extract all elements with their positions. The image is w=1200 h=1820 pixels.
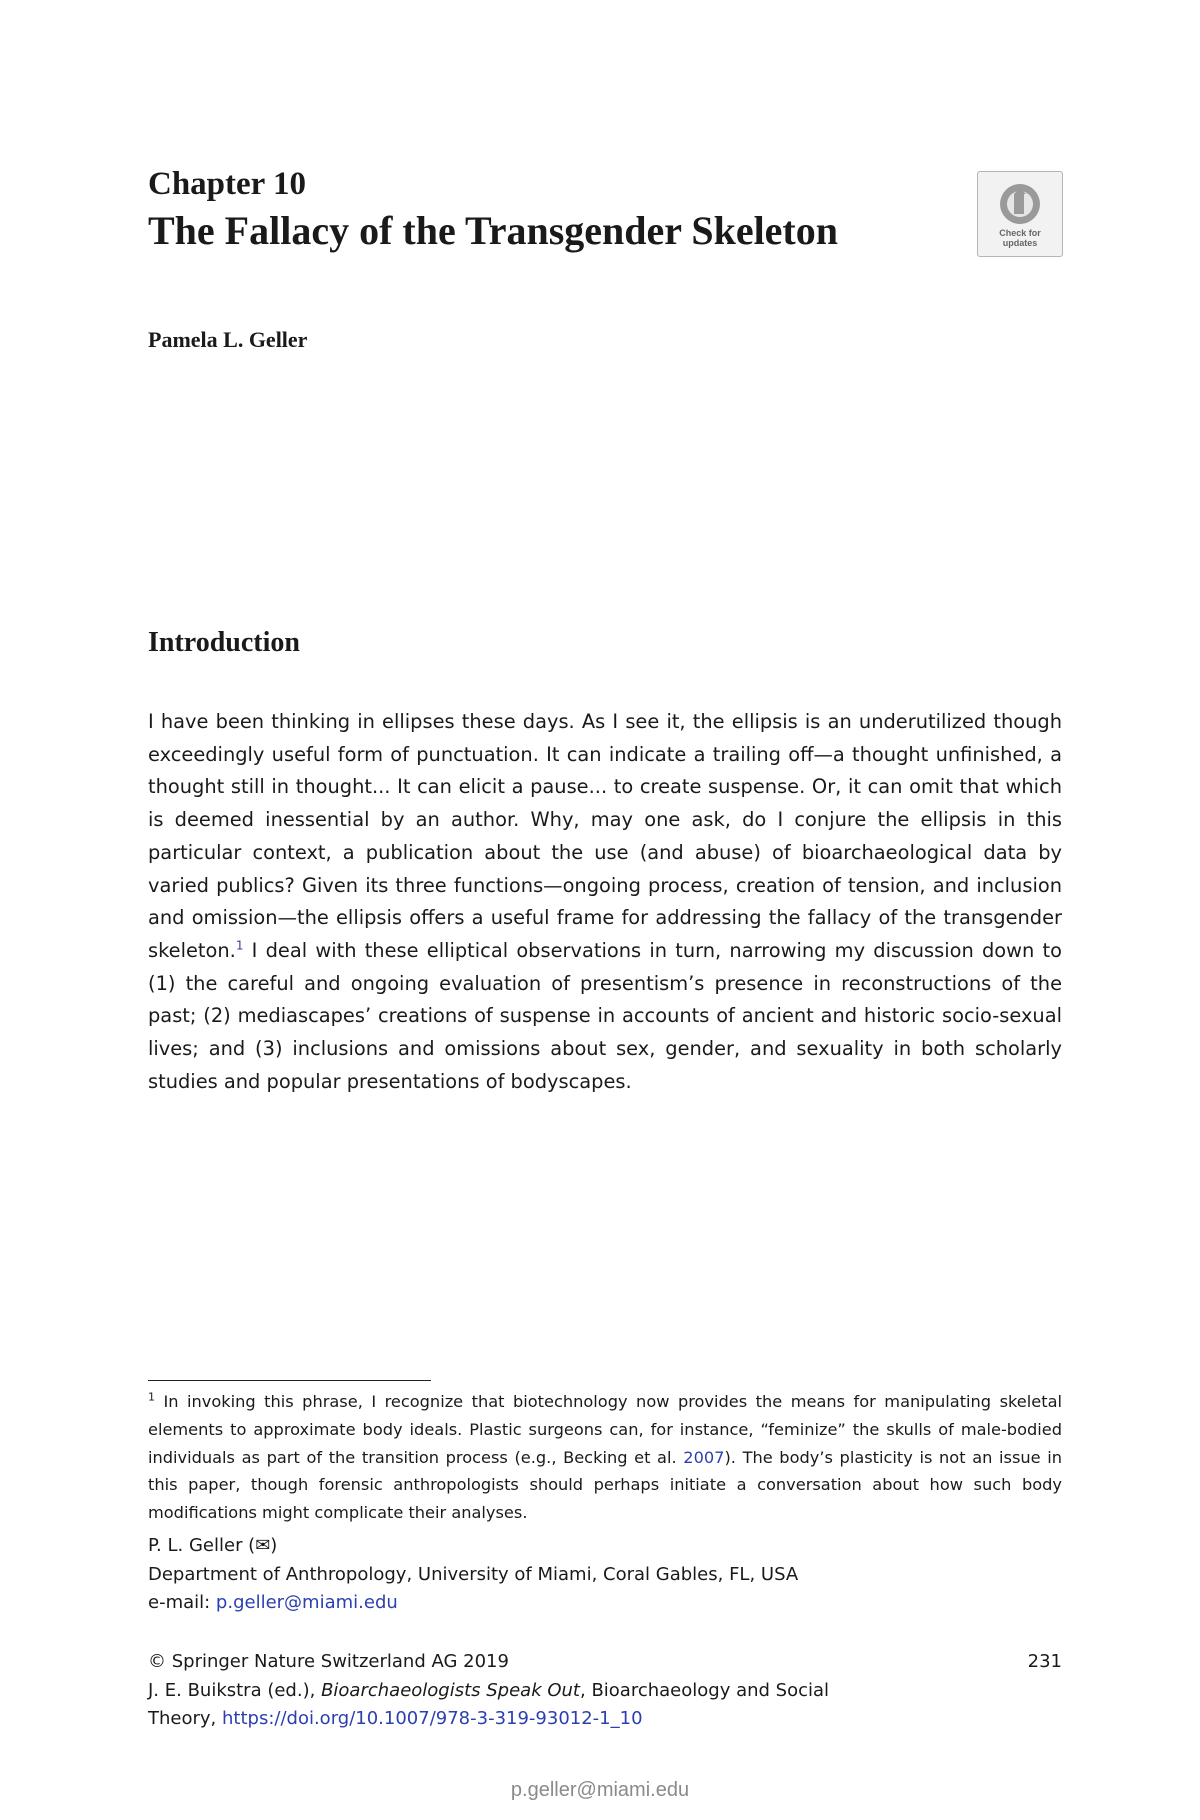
badge-text (978, 228, 1062, 248)
copyright-line (148, 1648, 1062, 1677)
email-label: e-mail: (148, 1592, 216, 1613)
page-number: 231 (1027, 1651, 1062, 1672)
badge-line2: updates (1002, 238, 1038, 248)
email-link[interactable]: p.geller@miami.edu (215, 1592, 398, 1613)
doi-link[interactable]: https://doi.org/10.1007/978-3-319-93012-1_10 (222, 1708, 643, 1729)
introduction-paragraph (148, 706, 1062, 1098)
affiliation-email-line (148, 1589, 798, 1618)
footnote-text-part2: ). The body’s plasticity is not an issue in this paper, though forensic anthropologists should perhaps initiate a conversation about how such body modifications might complicate their analyses. (148, 1447, 1062, 1523)
footnote-ref[interactable]: 1 (235, 938, 244, 953)
badge-line1: Check for (999, 228, 1041, 238)
chapter-label: Chapter 10 (148, 166, 306, 202)
watermark: p.geller@miami.edu (510, 1779, 690, 1801)
editor-prefix: J. E. Buikstra (ed.), (148, 1679, 322, 1701)
publication-info (148, 1648, 1062, 1734)
footnote-number: 1 (148, 1390, 155, 1404)
paragraph-part2: I deal with these elliptical observations in turn, narrowing my discussion down to (1) the careful and ongoing evaluation of presentism’s presence in reconstructions of the past; (2) mediascapes’ creations of suspense in accounts of ancient and historic socio-sexual lives; and (3) inclusions and omissions about sex, gender, and sexuality in both scholarly studies and popular presentations of bodyscapes. (148, 938, 1062, 1093)
affiliation (148, 1532, 798, 1618)
editor-suffix: , Bioarchaeology and Social (580, 1679, 830, 1701)
affiliation-name: P. L. Geller (✉) (148, 1535, 278, 1556)
refresh-icon (994, 180, 1046, 228)
author-name: Pamela L. Geller (148, 327, 308, 352)
affiliation-department: Department of Anthropology, University of Miami, Coral Gables, FL, USA (148, 1563, 799, 1585)
series-line (148, 1705, 1062, 1734)
copyright: © Springer Nature Switzerland AG 2019 (148, 1651, 509, 1672)
book-title: Bioarchaeologists Speak Out (321, 1679, 580, 1701)
series-prefix: Theory, (148, 1708, 222, 1729)
editor-line (148, 1677, 1062, 1706)
check-for-updates-badge[interactable] (977, 171, 1063, 257)
footnote-text-part1: In invoking this phrase, I recognize that biotechnology now provides the means for manipulating skeletal elements to approximate body ideals. Plastic surgeons can, for instance, “feminize” the skulls of male-bodied individuals as part of the transition process (e.g., Becking et al. (148, 1392, 1062, 1467)
citation-link[interactable]: 2007 (683, 1447, 725, 1467)
paragraph-part1: I have been thinking in ellipses these days. As I see it, the ellipsis is an underutilized though exceedingly useful form of punctuation. It can indicate a trailing off—a thought unfinished, a thought still in thought... It can elicit a pause... to create suspense. Or, it can omit that which is deemed inessential by an author. Why, may one ask, do I conjure the ellipsis in this particular context, a publication about the use (and abuse) of bioarchaeological data by varied publics? Given its three functions—ongoing process, creation of tension, and inclusion and omission—the ellipsis offers a useful frame for addressing the fallacy of the transgender skeleton. (148, 710, 1062, 962)
section-heading: Introduction (148, 627, 300, 658)
footnote (148, 1388, 1062, 1527)
chapter-title: The Fallacy of the Transgender Skeleton (148, 208, 838, 253)
footnote-rule (148, 1380, 431, 1381)
